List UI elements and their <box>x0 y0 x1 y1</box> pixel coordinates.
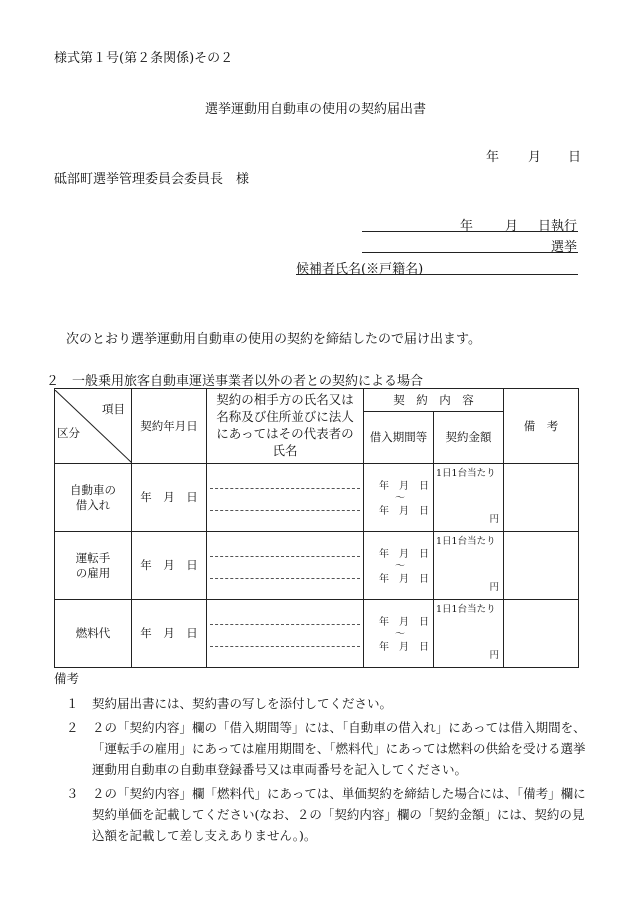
note-num: １ <box>66 696 79 711</box>
note-num: ２ <box>66 720 79 735</box>
diag-bottom-label: 区分 <box>57 426 80 441</box>
period-start-d: 日 <box>419 616 429 628</box>
election-underline-1 <box>362 231 578 232</box>
date-day: 日 <box>568 150 582 165</box>
date-month: 月 <box>528 150 542 165</box>
period-start-ym: 年 月 <box>379 480 409 492</box>
row-category: 燃料代 <box>55 600 132 668</box>
row-counterparty[interactable] <box>207 600 364 668</box>
period-end-ym: 年 月 <box>379 573 409 585</box>
row-amount[interactable] <box>434 532 504 600</box>
period-end-d: 日 <box>419 505 429 517</box>
row-date: 年 月 日 <box>132 532 207 600</box>
header-counterparty: 契約の相手方の氏名又は名称及び住所並びに法人にあってはその代表者の氏名 <box>207 389 364 464</box>
period-end-ym: 年 月 <box>379 641 409 653</box>
amount-per-day: 1日1台当たり <box>436 603 496 615</box>
diag-header-cell <box>55 389 132 464</box>
exec-day: 日執行 <box>537 219 577 234</box>
period-start-d: 日 <box>419 548 429 560</box>
election-underline-2 <box>362 252 578 253</box>
note-text: 契約届出書には、契約書の写しを添付してください。 <box>92 696 393 711</box>
section-heading: ２ 一般乗用旅客自動車運送事業者以外の者との契約による場合 <box>46 374 424 389</box>
row-date: 年 月 日 <box>132 600 207 668</box>
row-counterparty[interactable] <box>207 532 364 600</box>
header-amount: 契約金額 <box>434 412 504 464</box>
period-end-d: 日 <box>419 573 429 585</box>
exec-month: 月 <box>505 219 519 234</box>
row-period[interactable] <box>364 464 434 532</box>
note-item <box>54 783 588 846</box>
amount-per-day: 1日1台当たり <box>436 535 496 547</box>
date-year: 年 <box>486 150 500 165</box>
note-text: ２の「契約内容」欄の「借入期間等」には、「自動車の借入れ」にあっては借入期間を、「運転手の雇用」にあっては雇用期間を、「燃料代」にあっては燃料の供給を受ける選挙運動用自動車の自動車登録番号又は車両番号を記入してください。 <box>92 720 586 777</box>
period-tilde: ～ <box>395 492 405 504</box>
row-counterparty[interactable] <box>207 464 364 532</box>
exec-year: 年 <box>460 219 474 234</box>
note-item <box>54 717 588 780</box>
contract-table <box>54 388 579 668</box>
header-contract-date: 契約年月日 <box>132 389 207 464</box>
row-category: 運転手の雇用 <box>55 532 132 600</box>
table-row <box>55 532 579 600</box>
election-line-1 <box>362 215 578 234</box>
amount-yen: 円 <box>489 649 499 661</box>
candidate-underline <box>296 274 578 275</box>
header-period: 借入期間等 <box>364 412 434 464</box>
period-tilde: ～ <box>395 560 405 572</box>
note-text: ２の「契約内容」欄「燃料代」にあっては、単価契約を締結した場合には、「備考」欄に契約単価を記載してください(なお、２の「契約内容」欄の「契約金額」には、契約の見込額を記載して差し支えありません。)。 <box>92 786 586 843</box>
row-category: 自動車の借入れ <box>55 464 132 532</box>
note-num: ３ <box>66 786 79 801</box>
table-row <box>55 464 579 532</box>
row-amount[interactable] <box>434 600 504 668</box>
form-id: 様式第１号(第２条関係)その２ <box>54 51 234 66</box>
row-remarks[interactable] <box>504 464 579 532</box>
period-start-d: 日 <box>419 480 429 492</box>
period-end-ym: 年 月 <box>379 505 409 517</box>
amount-per-day: 1日1台当たり <box>436 467 496 479</box>
intro-text: 次のとおり選挙運動用自動車の使用の契約を締結したので届け出ます。 <box>66 332 481 347</box>
period-start-ym: 年 月 <box>379 548 409 560</box>
row-remarks[interactable] <box>504 532 579 600</box>
election-name-label: 選挙 <box>550 240 577 255</box>
period-start-ym: 年 月 <box>379 616 409 628</box>
diag-top-label: 項目 <box>102 401 125 416</box>
candidate-name-label: 候補者氏名(※戸籍名) <box>296 262 424 277</box>
notes <box>54 668 588 846</box>
row-date: 年 月 日 <box>132 464 207 532</box>
amount-yen: 円 <box>489 581 499 593</box>
table-row <box>55 600 579 668</box>
amount-yen: 円 <box>489 513 499 525</box>
row-amount[interactable] <box>434 464 504 532</box>
period-tilde: ～ <box>395 628 405 640</box>
row-period[interactable] <box>364 532 434 600</box>
period-end-d: 日 <box>419 641 429 653</box>
note-item <box>54 693 588 714</box>
addressee: 砥部町選挙管理委員会委員長 様 <box>54 172 250 187</box>
row-period[interactable] <box>364 600 434 668</box>
header-contract-content: 契 約 内 容 <box>364 389 504 412</box>
row-remarks[interactable] <box>504 600 579 668</box>
header-remarks: 備 考 <box>504 389 579 464</box>
page-title: 選挙運動用自動車の使用の契約届出書 <box>205 102 427 117</box>
notes-heading: 備考 <box>54 671 80 686</box>
